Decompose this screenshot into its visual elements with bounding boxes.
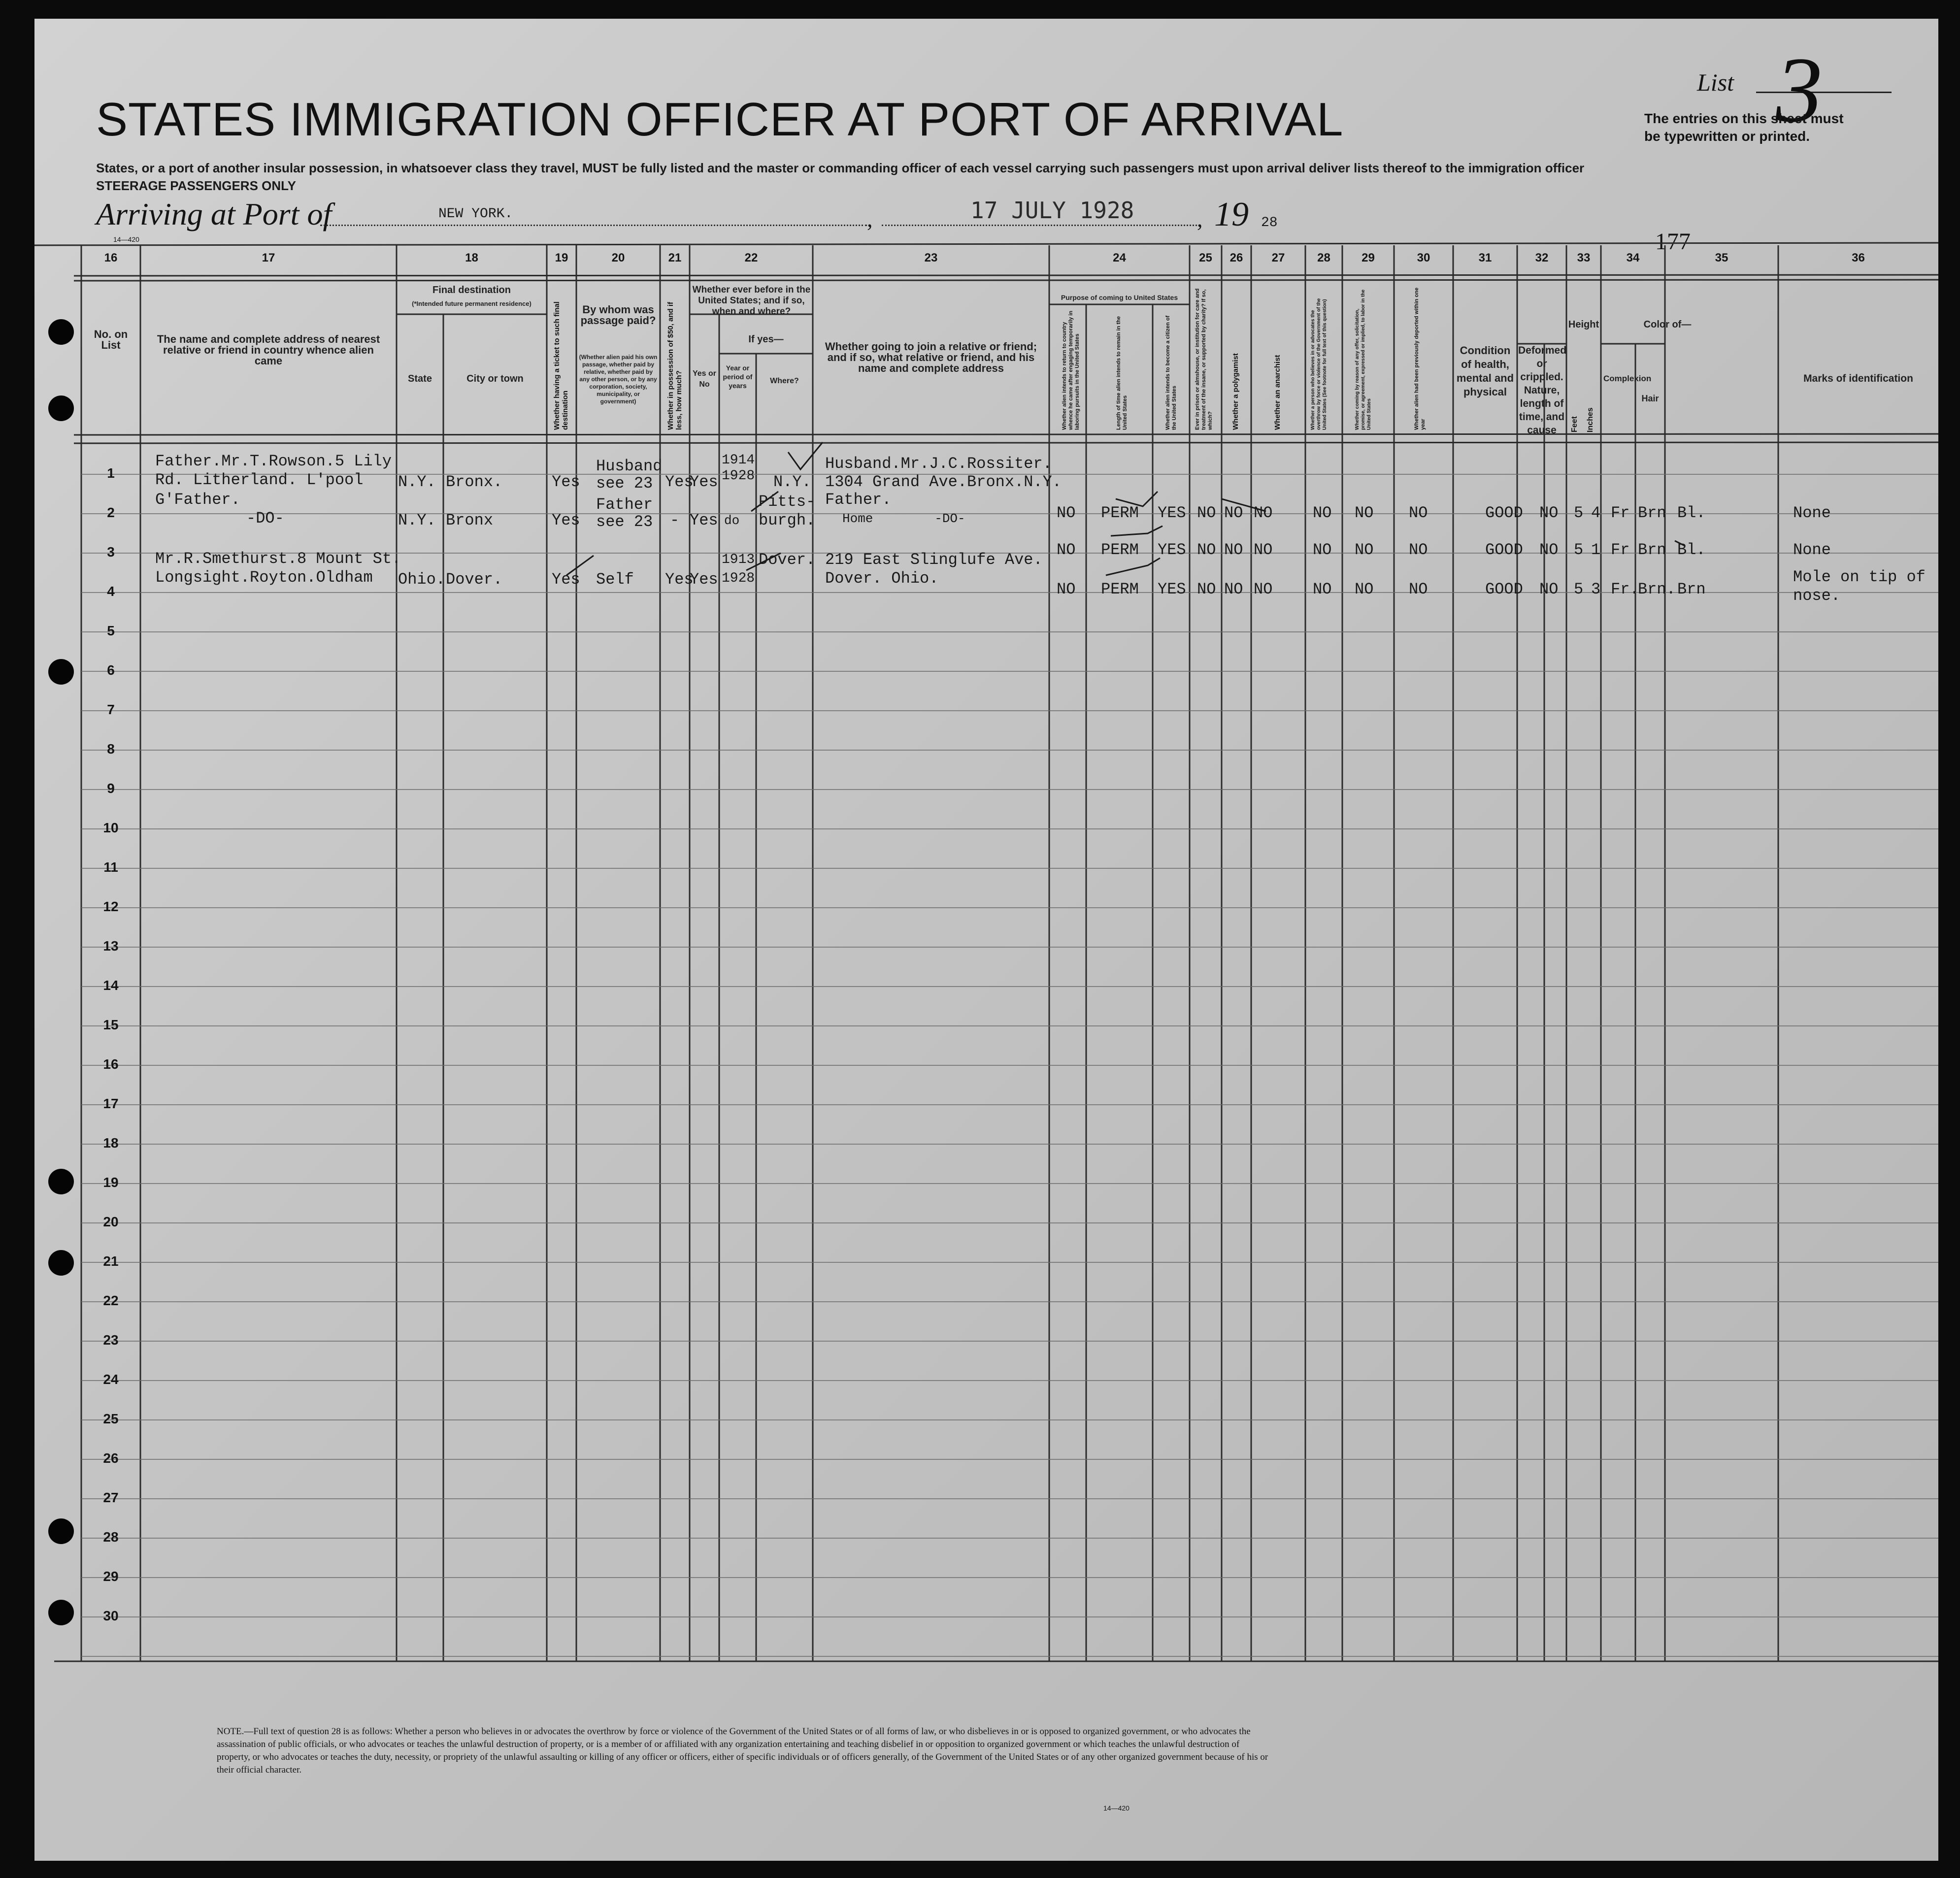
row-number: 21 xyxy=(103,1253,119,1269)
header-no-on-list: No. on List xyxy=(94,328,128,351)
header-inches: Inches xyxy=(1586,407,1595,432)
row2-prison: NO xyxy=(1197,541,1216,559)
row1-hair: Brn xyxy=(1638,504,1666,522)
col-num-25: 25 xyxy=(1199,251,1212,264)
col-num-16: 16 xyxy=(104,251,118,264)
row1-offer: NO xyxy=(1355,504,1374,522)
row-number: 5 xyxy=(107,623,115,638)
row1-relative-line1: Father.Mr.T.Rowson.5 Lily xyxy=(155,452,392,470)
col-num-35: 35 xyxy=(1715,251,1728,264)
col-num-27: 27 xyxy=(1271,251,1285,264)
date-stamp: 17 JULY 1928 xyxy=(970,197,1134,224)
row-number: 15 xyxy=(103,1017,119,1032)
row2-relative-line2: -DO- xyxy=(246,509,284,527)
header-length-of-stay: Length of time alien intends to remain in the United States xyxy=(1116,316,1128,430)
row-number: 20 xyxy=(103,1214,119,1229)
row3-years-line2: 1928 xyxy=(722,571,755,586)
row-number: 7 xyxy=(107,702,115,717)
row1-where: N.Y. xyxy=(773,473,811,491)
row-number: 6 xyxy=(107,662,115,678)
header-money: Whether in possession of $50, and if less, how much? xyxy=(666,301,683,430)
header-feet: Feet xyxy=(1570,416,1579,432)
row-number: 12 xyxy=(103,899,119,914)
row-number: 24 xyxy=(103,1372,119,1387)
row3-paid: Self xyxy=(596,570,634,589)
header-hair: Hair xyxy=(1641,394,1659,403)
row-number: 13 xyxy=(103,938,119,954)
row2-relative-line1: G'Father. xyxy=(155,491,240,509)
header-relative: The name and complete address of nearest relative or friend in country whence alien came xyxy=(157,333,380,367)
row2-deformed: NO xyxy=(1539,541,1559,559)
row2-before: Yes xyxy=(690,511,718,529)
row1-prison: NO xyxy=(1197,504,1216,522)
row1-inches: 4 xyxy=(1591,504,1601,522)
row1-ticket: Yes xyxy=(552,473,580,491)
row2-overthrow: NO xyxy=(1313,541,1332,559)
row-number: 3 xyxy=(107,544,115,560)
row2-anarchist: NO xyxy=(1254,541,1273,559)
row2-eyes: Bl. xyxy=(1677,541,1706,559)
footnote-code: 14—420 xyxy=(1103,1804,1129,1812)
row3-feet: 5 xyxy=(1574,580,1584,598)
row2-state: N.Y. xyxy=(398,511,436,529)
row2-where: Pitts- burgh. xyxy=(759,493,816,529)
row2-hair: Brn xyxy=(1638,541,1666,559)
footnote: NOTE.—Full text of question 28 is as follows: Whether a person who believes in or advocates the overthrow by force or violence of the Government of the United States or of all forms of law, or who disbelieves in or is opposed to organized government, or who advocates the assassination of public officials, or who advocates or teaches the unlawful destruction of property, or is a member of or affiliated with any organization entertaining and teaching disbelief in or opposition to organized government or which teaches the unlawful destruction of property, or who advocates or teaches the duty, necessity, or propriety of the unlawful assaulting or killing of any officer or officers, either of specific individuals or of officers generally, of the Government of the United States or of any other organized government because of his or their official character. xyxy=(217,1726,1268,1775)
row3-citizen: YES xyxy=(1158,580,1186,598)
row3-before: Yes xyxy=(690,570,718,589)
row1-anarchist: NO xyxy=(1254,504,1273,522)
row1-money: Yes xyxy=(665,473,694,491)
row3-overthrow: NO xyxy=(1313,580,1332,598)
row1-paid-line2: see 23 xyxy=(596,474,653,493)
header-purpose: Purpose of coming to United States xyxy=(1061,294,1178,301)
col-num-34: 34 xyxy=(1626,251,1640,264)
row2-paid-line1: Father xyxy=(596,495,653,514)
comma-mark: , xyxy=(867,206,873,231)
row3-offer: NO xyxy=(1355,580,1374,598)
row-number: 9 xyxy=(107,781,115,796)
header-complexion: Complexion xyxy=(1603,374,1652,383)
col-num-32: 32 xyxy=(1535,251,1549,264)
header-prison: Ever in prison or almshouse, or institution for care and treatment of the insane, or supported by charity? If so, which? xyxy=(1195,288,1213,430)
row1-complexion: Fr xyxy=(1611,504,1630,522)
row2-join-line2: Home -DO- xyxy=(842,511,965,526)
header-intends-citizen: Whether alien intends to become a citizen of the United States xyxy=(1165,315,1177,430)
row3-money: Yes xyxy=(665,570,694,589)
list-label: List xyxy=(1697,68,1734,96)
row3-health: GOOD xyxy=(1485,580,1523,598)
year-prefix: 19 xyxy=(1214,196,1249,233)
header-height: Height xyxy=(1568,319,1599,330)
row2-join-line1: Father. xyxy=(825,491,892,509)
col-num-22: 22 xyxy=(744,251,758,264)
header-deformed: Deformed or crippled. Nature, length of time, and cause xyxy=(1518,345,1567,436)
col-num-29: 29 xyxy=(1362,251,1375,264)
row2-polygamist: NO xyxy=(1224,541,1243,559)
row-number: 30 xyxy=(103,1608,119,1623)
row1-join-line2: 1304 Grand Ave.Bronx.N.Y. xyxy=(825,473,1062,491)
header-overthrow: Whether a person who believes in or advocates the overthrow by force or violence of the Government of the United States (See footnote for full text of this question) xyxy=(1310,298,1328,430)
col-num-24: 24 xyxy=(1113,251,1126,264)
row2-length: PERM xyxy=(1101,541,1139,559)
header-state: State xyxy=(408,373,432,384)
row1-length: PERM xyxy=(1101,504,1139,522)
row1-marks: None xyxy=(1793,504,1831,522)
col-num-36: 36 xyxy=(1852,251,1865,264)
row3-where: Dover. xyxy=(759,551,816,569)
row3-prison: NO xyxy=(1197,580,1216,598)
row-number: 10 xyxy=(103,820,119,835)
row3-polygamist: NO xyxy=(1224,580,1243,598)
row-number: 18 xyxy=(103,1135,119,1151)
row3-hair: Brn. xyxy=(1638,580,1676,598)
year-suffix: 28 xyxy=(1261,215,1278,231)
row2-deported: NO xyxy=(1409,541,1428,559)
row1-overthrow: NO xyxy=(1313,504,1332,522)
row2-years: do xyxy=(724,513,740,528)
header-marks: Marks of identification xyxy=(1803,373,1913,384)
header-join-relative: Whether going to join a relative or friend; and if so, what relative or friend, and his name and complete address xyxy=(825,340,1037,374)
subtitle-line-1: States, or a port of another insular possession, in whatsoever class they travel, MUST be fully listed and the master or commanding officer of each vessel carrying such passengers must upon arrival deliver lists thereof to the immigration officer xyxy=(96,161,1585,175)
row2-paid-line2: see 23 xyxy=(596,513,653,531)
row2-money: - xyxy=(670,511,680,529)
row3-city: Dover. xyxy=(446,570,503,589)
row3-join-line1: 219 East Slinglufe Ave. xyxy=(825,551,1043,569)
header-health: Condition of health, mental and physical xyxy=(1456,344,1514,398)
col-num-21: 21 xyxy=(668,251,682,264)
row1-years-line2: 1928 xyxy=(722,468,755,484)
row-number: 4 xyxy=(107,584,115,599)
row3-deported: NO xyxy=(1409,580,1428,598)
row1-state: N.Y. xyxy=(398,473,436,491)
subtitle-line-2: STEERAGE PASSENGERS ONLY xyxy=(96,178,296,193)
header-passage-paid-note: (Whether alien paid his own passage, whether paid by relative, whether paid by any other person, or by any corporation, society, municipality, or government) xyxy=(579,354,658,405)
row-number: 1 xyxy=(107,465,115,481)
header-where: Where? xyxy=(770,377,799,385)
col-num-19: 19 xyxy=(555,251,568,264)
header-final-destination: Final destination xyxy=(432,285,511,296)
header-ticket: Whether having a ticket to such final destination xyxy=(553,301,569,430)
row2-marks: None xyxy=(1793,541,1831,559)
header-passage-paid: By whom was passage paid? xyxy=(580,303,656,327)
form-code: 14—420 xyxy=(113,235,139,243)
row1-relative-line2: Rd. Litherland. L'pool xyxy=(155,471,364,489)
header-anarchist: Whether an anarchist xyxy=(1273,355,1282,430)
row1-deported: NO xyxy=(1409,504,1428,522)
handwritten-marks xyxy=(34,19,1938,1861)
col-num-31: 31 xyxy=(1478,251,1492,264)
row-number: 19 xyxy=(103,1175,119,1190)
row2-ticket: Yes xyxy=(552,511,580,529)
list-number: 3 xyxy=(1776,38,1823,142)
col-num-28: 28 xyxy=(1317,251,1330,264)
port-value: NEW YORK. xyxy=(438,206,513,222)
row3-years-line1: 1913 xyxy=(722,552,755,567)
row3-join-line2: Dover. Ohio. xyxy=(825,569,939,588)
row1-citizen: YES xyxy=(1158,504,1186,522)
row2-inches: 1 xyxy=(1591,541,1601,559)
row1-paid-line1: Husband xyxy=(596,457,663,475)
row-number: 8 xyxy=(107,741,115,757)
row-number: 28 xyxy=(103,1529,119,1545)
col-num-30: 30 xyxy=(1417,251,1430,264)
header-color-of: Color of— xyxy=(1643,319,1692,330)
row-number: 11 xyxy=(103,859,118,875)
row2-feet: 5 xyxy=(1574,541,1584,559)
row3-deformed: NO xyxy=(1539,580,1559,598)
row3-ticket: Yes xyxy=(552,570,580,589)
row2-city: Bronx xyxy=(446,511,494,529)
row-number: 2 xyxy=(107,505,115,520)
row1-return: NO xyxy=(1057,504,1076,522)
row3-eyes: Brn xyxy=(1677,580,1706,598)
header-intends-return: Whether alien intends to return to country whence he came after engaging temporarily in laboring pursuits in the United States xyxy=(1062,310,1080,430)
arriving-label: Arriving at Port of xyxy=(96,197,332,231)
row2-citizen: YES xyxy=(1158,541,1186,559)
entries-note: The entries on this sheet must be typewritten or printed. xyxy=(1644,111,1844,144)
row1-before: Yes xyxy=(690,473,718,491)
row3-anarchist: NO xyxy=(1254,580,1273,598)
row3-relative-line1: Mr.R.Smethurst.8 Mount St. xyxy=(155,550,401,568)
row3-marks: Mole on tip of nose. xyxy=(1793,568,1926,605)
col-num-23: 23 xyxy=(924,251,938,264)
header-polygamist: Whether a polygamist xyxy=(1231,353,1240,430)
row-number: 27 xyxy=(103,1490,119,1505)
row-number: 23 xyxy=(103,1332,119,1348)
header-year: Year or period of years xyxy=(723,364,753,390)
header-deported: Whether alien had been previously deported within one year xyxy=(1414,287,1426,430)
row1-deformed: NO xyxy=(1539,504,1559,522)
comma-mark: , xyxy=(1197,206,1203,231)
row3-length: PERM xyxy=(1101,580,1139,598)
page-title: STATES IMMIGRATION OFFICER AT PORT OF ARRIVAL xyxy=(96,93,1344,146)
row1-feet: 5 xyxy=(1574,504,1584,522)
manifest-sheet xyxy=(34,19,1938,1861)
row-number: 14 xyxy=(103,978,119,993)
row1-join-line1: Husband.Mr.J.C.Rossiter. xyxy=(825,455,1052,473)
row2-complexion: Fr xyxy=(1611,541,1630,559)
row2-health: GOOD xyxy=(1485,541,1523,559)
sheet-number: 177 xyxy=(1655,229,1691,255)
row-number: 16 xyxy=(103,1056,119,1072)
col-num-17: 17 xyxy=(262,251,275,264)
row1-polygamist: NO xyxy=(1224,504,1243,522)
header-final-destination-note: (*Intended future permanent residence) xyxy=(412,300,532,307)
header-city: City or town xyxy=(466,373,524,384)
row2-return: NO xyxy=(1057,541,1076,559)
row-number: 29 xyxy=(103,1569,119,1584)
row3-complexion: Fr. xyxy=(1611,580,1639,598)
row2-offer: NO xyxy=(1355,541,1374,559)
row3-inches: 3 xyxy=(1591,580,1601,598)
header-yes-no: Yes or No xyxy=(692,369,717,389)
col-num-20: 20 xyxy=(611,251,625,264)
header-if-yes: If yes— xyxy=(748,334,784,345)
col-num-26: 26 xyxy=(1229,251,1243,264)
row-number: 25 xyxy=(103,1411,119,1426)
row3-return: NO xyxy=(1057,580,1076,598)
row-number: 17 xyxy=(103,1096,119,1111)
row1-years-line1: 1914 xyxy=(722,453,755,468)
row1-health: GOOD xyxy=(1485,504,1523,522)
row-number: 26 xyxy=(103,1450,119,1466)
col-num-33: 33 xyxy=(1577,251,1591,264)
header-offer: Whether coming by reason of any offer, solicitation, promise, or agreement, expressed or implied, to labor in the United States xyxy=(1355,289,1372,430)
header-before-in-us: Whether ever before in the United States; and if so, when and where? xyxy=(692,285,811,317)
row3-relative-line2: Longsight.Royton.Oldham xyxy=(155,568,373,587)
row3-state: Ohio. xyxy=(398,570,446,589)
col-num-18: 18 xyxy=(465,251,478,264)
row1-eyes: Bl. xyxy=(1677,504,1706,522)
row-number: 22 xyxy=(103,1293,119,1308)
row1-city: Bronx. xyxy=(446,473,503,491)
